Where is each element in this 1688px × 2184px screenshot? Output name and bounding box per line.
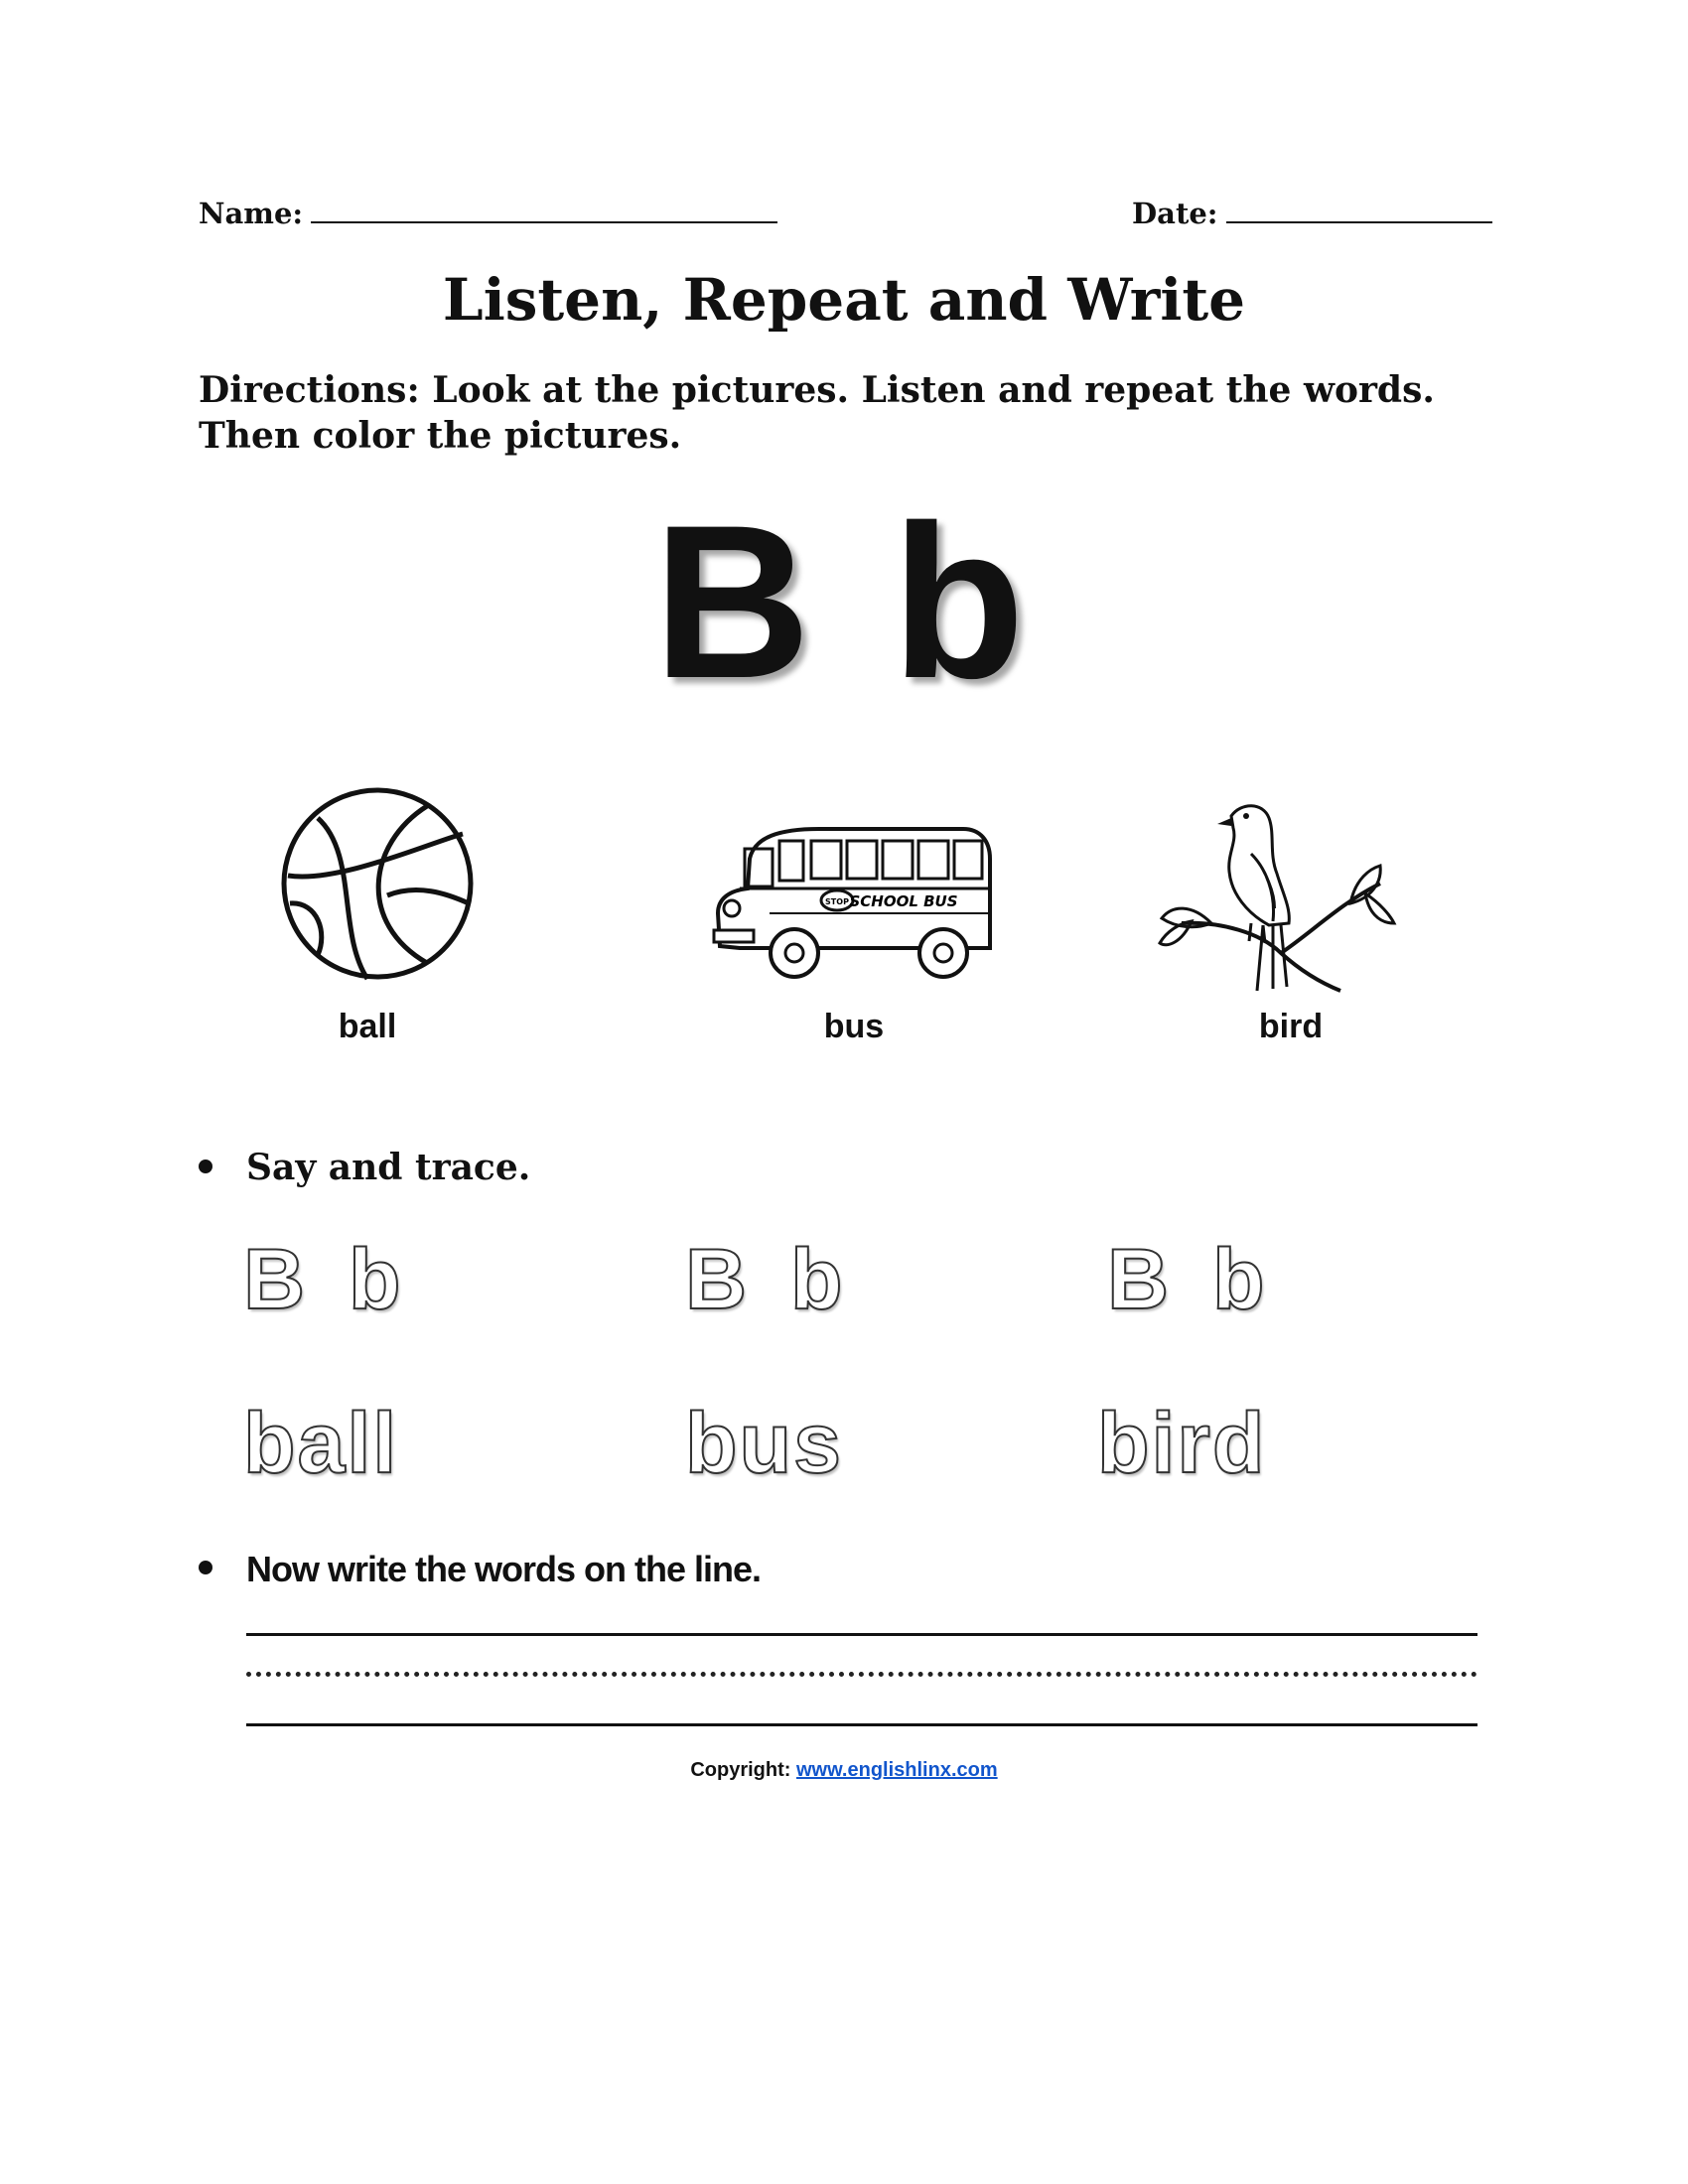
date-label: Date: <box>1132 197 1218 230</box>
trace-word-bird[interactable]: bird <box>1097 1396 1267 1491</box>
writing-line-top[interactable] <box>246 1633 1477 1636</box>
write-instruction-text: Now write the words on the line. <box>246 1549 762 1589</box>
name-field[interactable] <box>199 197 777 230</box>
trace-word-bus[interactable]: bus <box>685 1396 843 1491</box>
bus-stop-sign-text: STOP <box>825 897 849 906</box>
school-bus-icon <box>710 819 998 993</box>
name-blank-line[interactable] <box>311 200 777 223</box>
directions-text: Directions: Look at the pictures. Listen and repeat the words. Then color the pictures. <box>199 369 1435 457</box>
copyright-link[interactable]: www.englishlinx.com <box>796 1759 998 1781</box>
date-blank-line[interactable] <box>1226 200 1492 223</box>
trace-letters-1[interactable]: B b <box>243 1232 411 1327</box>
writing-line-bottom[interactable] <box>246 1723 1477 1726</box>
basketball-icon <box>278 784 477 983</box>
bullet-icon <box>199 1561 212 1574</box>
picture-word-bird: bird <box>1258 1008 1324 1045</box>
picture-word-ball: ball <box>338 1008 397 1045</box>
trace-word-ball[interactable]: ball <box>243 1396 399 1491</box>
trace-letters-3[interactable]: B b <box>1107 1232 1275 1327</box>
picture-word-bus: bus <box>823 1008 885 1045</box>
bullet-icon <box>199 1160 212 1173</box>
date-field[interactable] <box>1132 197 1492 230</box>
copyright-label: Copyright: <box>690 1759 791 1781</box>
trace-letters-2[interactable]: B b <box>685 1232 853 1327</box>
page-title: Listen, Repeat and Write <box>442 266 1246 334</box>
copyright-footer <box>0 1759 1688 1782</box>
bird-icon <box>1152 794 1400 993</box>
name-label: Name: <box>199 197 304 230</box>
write-instruction <box>199 1549 761 1590</box>
trace-instruction-text: Say and trace. <box>246 1147 531 1188</box>
bus-side-text: SCHOOL BUS <box>849 892 958 910</box>
featured-letters: B b <box>652 479 1036 724</box>
writing-line-middle[interactable] <box>246 1672 1477 1677</box>
trace-instruction <box>199 1147 530 1188</box>
